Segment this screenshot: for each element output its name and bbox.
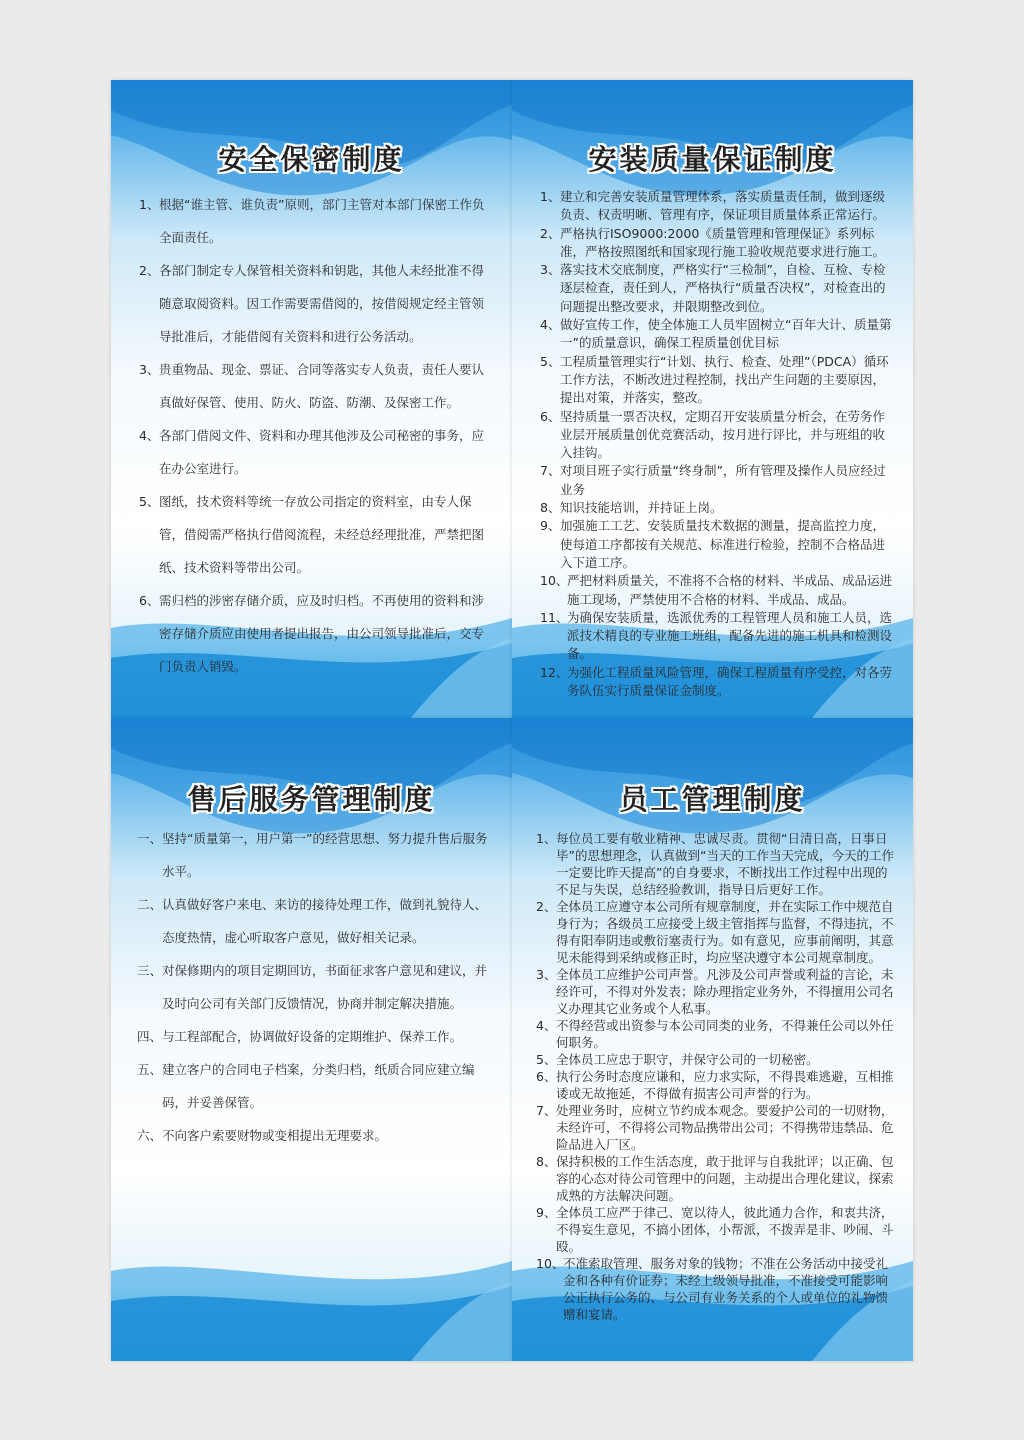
rule-item: [540, 462, 896, 499]
rule-number: 1、: [536, 831, 557, 846]
rule-text: 全体员工应严于律己、宽以待人，彼此通力合作，和衷共济，不得妄生意见，不搞小团体，小帮派，不拨弄是非、吵闹、斗殴。: [556, 1205, 894, 1254]
rule-number: 六、: [137, 1128, 163, 1143]
rule-text: 严把材料质量关，不准将不合格的材料、半成品、成品运进施工现场，严禁使用不合格的材料、半成品、成品。: [567, 573, 893, 607]
rule-number: 9、: [536, 1205, 557, 1220]
rule-number: 8、: [540, 500, 561, 516]
rule-item: [540, 316, 896, 353]
panel-title: 售后服务管理制度: [187, 783, 436, 816]
rule-item: [139, 485, 491, 584]
rule-number: 5、: [139, 494, 160, 509]
rule-number: 6、: [139, 593, 160, 608]
rule-number: 2、: [536, 899, 557, 914]
rule-text: 建立客户的合同电子档案，分类归档，纸质合同应建立编码，并妥善保管。: [162, 1062, 475, 1110]
panel-after-sales-service: [111, 718, 512, 1361]
rule-item: [540, 609, 896, 664]
rule-item: [536, 830, 894, 898]
rule-text: 各部门制定专人保管相关资料和钥匙，其他人未经批准不得随意取阅资料。因工作需要需借阅的，按借阅规定经主管领导批准后，才能借阅有关资料和进行公务活动。: [159, 263, 485, 344]
rule-number: 3、: [536, 967, 557, 982]
panel-title: 安装质量保证制度: [588, 143, 837, 176]
rule-item: [540, 499, 896, 517]
rule-text: 认真做好客户来电、来访的接待处理工作，做到礼貌待人、态度热情，虚心听取客户意见，做好相关记录。: [162, 897, 488, 945]
rule-item: [536, 966, 894, 1017]
rule-number: 7、: [540, 463, 561, 479]
rule-text: 根据“谁主管、谁负责”原则，部门主管对本部门保密工作负全面责任。: [159, 197, 485, 245]
rule-list: [540, 188, 896, 700]
rule-text: 工程质量管理实行“计划、执行、检查、处理”（PDCA）循环工作方法，不断改进过程控制，找出产生问题的主要原因，提出对策，并落实，整改。: [560, 353, 889, 406]
rule-text: 不向客户索要财物或变相提出无理要求。: [162, 1128, 388, 1143]
rule-number: 7、: [536, 1103, 557, 1118]
rule-number: 6、: [540, 408, 561, 424]
rule-item: [540, 664, 896, 701]
rule-number: 11、: [540, 609, 569, 625]
rule-text: 执行公务时态度应谦和，应力求实际，不得畏难逃避，互相推诿或无故拖延，不得做有损害公司声誉的行为。: [556, 1069, 894, 1101]
rule-text: 不准索取管理、服务对象的钱物；不准在公务活动中接受礼金和各种有价证券；未经上级领导批准，不准接受可能影响公正执行公务的、与公司有业务关系的个人或单位的礼物馈赠和宴请。: [563, 1256, 889, 1322]
rule-text: 为确保安装质量，选派优秀的工程管理人员和施工人员，选派技术精良的专业施工班组，配备先进的施工机具和检测设备。: [567, 609, 893, 662]
rule-number: 10、: [536, 1256, 565, 1271]
rule-item: [536, 898, 894, 966]
rule-list: [139, 188, 491, 683]
rule-item: [137, 954, 491, 1020]
rule-item: [536, 1255, 894, 1323]
rule-number: 二、: [137, 897, 163, 912]
panel-employee-management: [512, 718, 913, 1361]
rule-text: 全体员工应遵守本公司所有规章制度，并在实际工作中规范自身行为；各级员工应接受上级主管指挥与监督，不得违抗，不得有阳奉阴违或敷衍塞责行为。如有意见，应事前阐明，其意见未能得到采纳或修正时，均应坚决遵守本公司规章制度。: [556, 899, 894, 965]
rule-item: [139, 353, 491, 419]
rule-text: 处理业务时，应树立节约成本观念。要爱护公司的一切财物，未经许可，不得将公司物品携带出公司；不得携带违禁品、危险品进入厂区。: [556, 1103, 894, 1152]
panel-title: 安全保密制度: [218, 143, 405, 176]
rule-list: [137, 822, 491, 1152]
panel-installation-quality: [512, 80, 913, 718]
rule-text: 各部门借阅文件、资料和办理其他涉及公司秘密的事务，应在办公室进行。: [159, 428, 485, 476]
rule-item: [540, 408, 896, 463]
rule-text: 与工程部配合，协调做好设备的定期维护、保养工作。: [162, 1029, 463, 1044]
rule-item: [536, 1102, 894, 1153]
rule-item: [540, 225, 896, 262]
rule-text: 全体员工应维护公司声誉。凡涉及公司声誉或利益的言论，未经许可，不得对外发表；除办理指定业务外，不得擅用公司名义办理其它业务或个人私事。: [556, 967, 894, 1016]
rule-text: 做好宣传工作，使全体施工人员牢固树立“百年大计、质量第一”的质量意识，确保工程质量创优目标: [560, 317, 892, 351]
rule-item: [540, 572, 896, 609]
rule-item: [540, 261, 896, 316]
rule-text: 知识技能培训，并持证上岗。: [560, 500, 723, 516]
rule-item: [536, 1153, 894, 1204]
rule-text: 加强施工工艺、安装质量技术数据的测量，提高监控力度，使每道工序都按有关规范、标准进行检验，控制不合格品进入下道工序。: [560, 518, 886, 570]
rule-item: [139, 584, 491, 683]
rule-number: 三、: [137, 963, 163, 978]
rule-item: [139, 254, 491, 353]
rule-number: 2、: [540, 225, 561, 241]
rule-text: 对项目班子实行质量“终身制”，所有管理及操作人员应经过业务: [560, 463, 886, 497]
rule-text: 需归档的涉密存储介质，应及时归档。不再使用的资料和涉密存储介质应由使用者提出报告，由公司领导批准后，交专门负责人销毁。: [159, 593, 485, 674]
rule-text: 为强化工程质量风险管理，确保工程质量有序受控，对各劳务队伍实行质量保证金制度。: [567, 664, 893, 699]
rule-text: 坚持“质量第一，用户第一”的经营思想、努力提升售后服务水平。: [162, 831, 488, 879]
rule-text: 图纸，技术资料等统一存放公司指定的资料室，由专人保管，借阅需严格执行借阅流程，未经总经理批准，严禁把图纸、技术资料等带出公司。: [159, 494, 485, 575]
rule-number: 3、: [540, 262, 561, 278]
rule-text: 每位员工要有敬业精神、忠诚尽责。贯彻“日清日高，日事日毕”的思想理念，认真做到“当天的工作当天完成，今天的工作一定要比昨天提高”的自身要求，不断找出工作过程中出现的不足与失误，总结经验教训，指导日后更好工作。: [556, 831, 894, 897]
rule-item: [540, 353, 896, 408]
rule-item: [137, 888, 491, 954]
rule-number: 5、: [540, 353, 561, 369]
rule-text: 不得经营或出资参与本公司同类的业务，不得兼任公司以外任何职务。: [556, 1018, 894, 1050]
rule-list: [536, 830, 894, 1323]
rule-item: [139, 419, 491, 485]
rule-number: 4、: [540, 317, 561, 333]
rule-number: 3、: [139, 362, 160, 377]
rule-item: [137, 822, 491, 888]
rule-number: 6、: [536, 1069, 557, 1084]
rule-item: [536, 1017, 894, 1051]
rule-number: 9、: [540, 518, 561, 534]
rule-item: [540, 188, 896, 225]
rule-text: 建立和完善安装质量管理体系，落实质量责任制，做到逐级负责、权责明晰、管理有序，保证项目质量体系正常运行。: [560, 189, 886, 223]
rule-text: 对保修期内的项目定期回访，书面征求客户意见和建议，并及时向公司有关部门反馈情况，协商并制定解决措施。: [162, 963, 488, 1011]
panel-title: 员工管理制度: [619, 783, 806, 816]
rule-number: 五、: [137, 1062, 163, 1077]
panel-security-confidentiality: [111, 80, 512, 718]
rule-item: [536, 1051, 894, 1068]
rule-number: 8、: [536, 1154, 557, 1169]
rule-item: [137, 1020, 491, 1053]
rule-number: 1、: [139, 197, 160, 212]
rule-text: 严格执行ISO9000:2000《质量管理和管理保证》系列标准，严格按照图纸和国家现行施工验收规范要求进行施工。: [560, 225, 886, 259]
rule-text: 全体员工应忠于职守，并保守公司的一切秘密。: [556, 1052, 819, 1067]
rule-number: 10、: [540, 573, 569, 589]
rule-item: [137, 1053, 491, 1119]
rule-text: 坚持质量一票否决权，定期召开安装质量分析会，在劳务作业层开展质量创优竞赛活动，按月进行评比，并与班组的收入挂钩。: [560, 408, 886, 461]
rule-number: 1、: [540, 189, 561, 204]
rule-number: 12、: [540, 664, 569, 680]
rule-number: 4、: [536, 1018, 557, 1033]
rule-text: 贵重物品、现金、票证、合同等落实专人负责，责任人要认真做好保管、使用、防火、防盗、防潮、及保密工作。: [159, 362, 485, 410]
rule-number: 5、: [536, 1052, 557, 1067]
rule-number: 一、: [137, 831, 163, 846]
rule-item: [139, 188, 491, 254]
rule-item: [137, 1119, 491, 1152]
rule-number: 四、: [137, 1029, 163, 1044]
rule-text: 保持积极的工作生活态度，敢于批评与自我批评；以正确、包容的心态对待公司管理中的问题，主动提出合理化建议，探索成熟的方法解决问题。: [556, 1154, 894, 1203]
rule-text: 落实技术交底制度，严格实行“三检制”，自检、互检、专检逐层检查，责任到人，严格执行“质量否决权”，对检查出的问题提出整改要求，并限期整改到位。: [560, 262, 886, 314]
rule-item: [540, 517, 896, 572]
rule-item: [536, 1204, 894, 1255]
rule-number: 2、: [139, 263, 160, 278]
rule-number: 4、: [139, 428, 160, 443]
rule-item: [536, 1068, 894, 1102]
